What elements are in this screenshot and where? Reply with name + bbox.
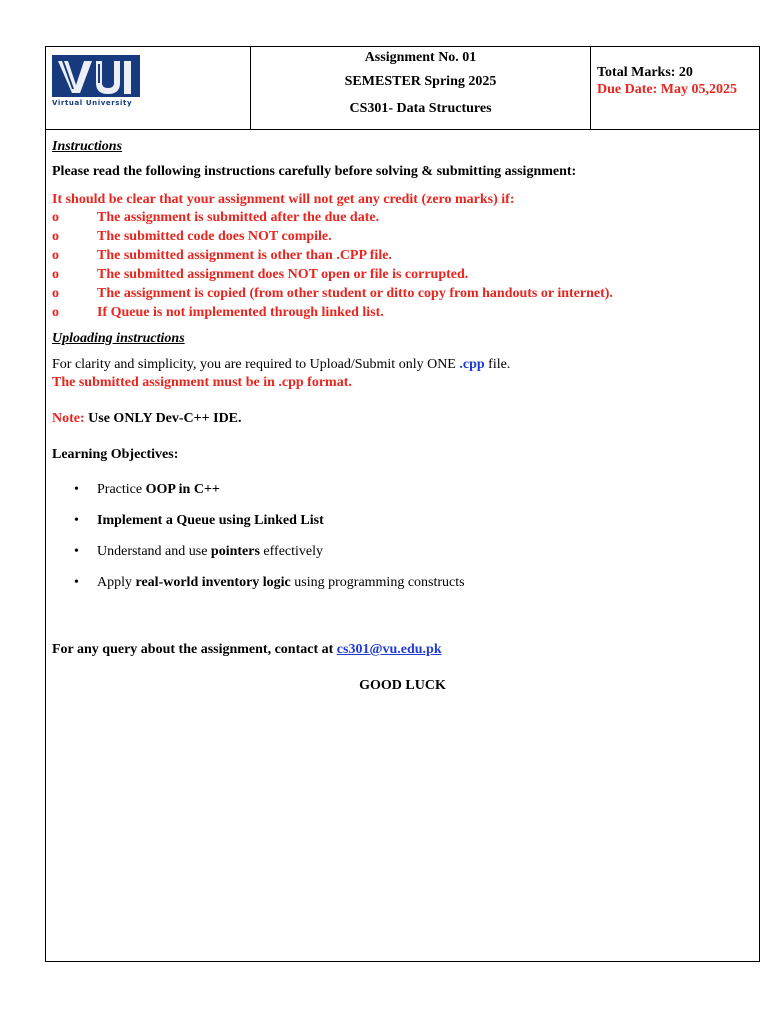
email-link[interactable]: cs301@vu.edu.pk: [336, 642, 442, 657]
objectives-list: [52, 474, 753, 598]
bullet-circle-icon: o: [52, 248, 59, 263]
contact-line: For any query about the assignment, contact at cs301@vu.edu.pk: [52, 642, 442, 657]
bullet-circle-icon: o: [52, 267, 59, 282]
semester: SEMESTER Spring 2025: [344, 74, 497, 89]
due-date: Due Date: May 05,2025: [597, 82, 737, 97]
assignment-page: [45, 46, 760, 962]
list-item: o The submitted assignment is other than .CPP file.: [52, 248, 392, 263]
zero-marks-warning: It should be clear that your assignment will not get any credit (zero marks) if:: [52, 192, 515, 207]
uploading-line: For clarity and simplicity, you are required to Upload/Submit only ONE .cpp file.: [52, 357, 511, 372]
note-text: Use ONLY Dev-C++ IDE.: [84, 411, 242, 426]
list-item: • Practice OOP in C++: [52, 474, 753, 505]
objectives-heading: Learning Objectives:: [52, 447, 179, 462]
list-item: o If Queue is not implemented through linked list.: [52, 305, 384, 320]
cpp-extension: .cpp: [459, 357, 485, 372]
vu-logo: [52, 55, 140, 107]
uploading-heading: Uploading instructions: [52, 331, 185, 346]
note: [52, 410, 753, 428]
list-item: o The assignment is copied (from other student or ditto copy from handouts or internet).: [52, 286, 613, 301]
bullet-circle-icon: o: [52, 229, 59, 244]
marks-cell: [591, 47, 759, 129]
total-marks: Total Marks: 20: [597, 65, 693, 80]
list-item: o The submitted assignment does NOT open or file is corrupted.: [52, 267, 469, 282]
content: [46, 130, 759, 695]
bullet-circle-icon: o: [52, 305, 59, 320]
list-item: • Understand and use pointers effectively: [52, 536, 753, 567]
list-item: o The assignment is submitted after the due date.: [52, 210, 380, 225]
assignment-number: Assignment No. 01: [364, 50, 477, 65]
logo-cell: [46, 47, 251, 129]
rules-list: [52, 208, 753, 322]
bullet-circle-icon: o: [52, 286, 59, 301]
assignment-info-cell: [251, 47, 591, 129]
list-item: • Apply real-world inventory logic using programming constructs: [52, 567, 753, 598]
format-requirement: The submitted assignment must be in .cpp format.: [52, 375, 352, 390]
list-item: o The submitted code does NOT compile.: [52, 229, 332, 244]
bullet-circle-icon: o: [52, 210, 59, 225]
vu-logo-mark: [52, 55, 140, 97]
instructions-intro: Please read the following instructions carefully before solving & submitting assignment:: [52, 164, 577, 179]
list-item: • Implement a Queue using Linked List: [52, 505, 753, 536]
closing-text: GOOD LUCK: [359, 678, 446, 693]
course-title: CS301- Data Structures: [349, 101, 492, 116]
logo-caption: Virtual University: [52, 99, 133, 107]
note-label: Note:: [52, 411, 85, 426]
instructions-heading: Instructions: [52, 139, 123, 154]
header-table: [46, 47, 759, 130]
